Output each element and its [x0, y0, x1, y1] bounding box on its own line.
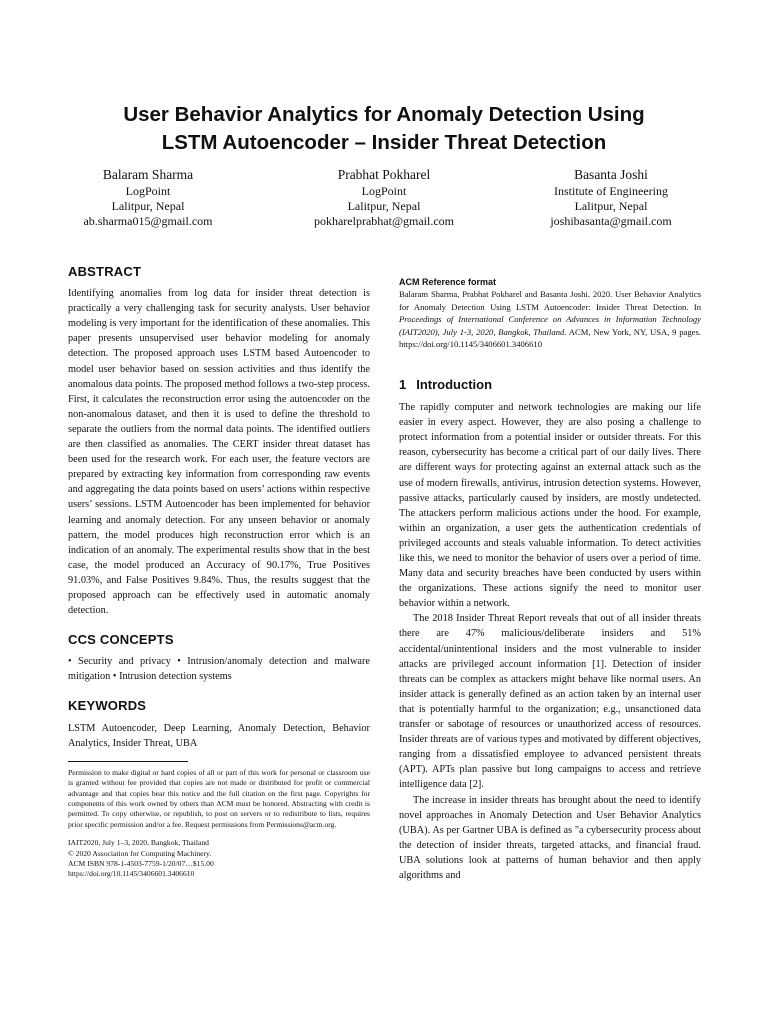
intro-paragraph-3: The increase in insider threats has brought about the need to identify novel approaches in Anomaly Detection and User Behavior Analytics (UBA). As per Gartner UBA is defined as "a cybersecurity process about the detection of insider threats, targeted attacks, and financial fraud. UBA solutions look at patterns of human behavior and then apply algorithms and	[399, 794, 701, 881]
author-email: pokharelprabhat@gmail.com	[313, 214, 454, 228]
author-location: Lalitpur, Nepal	[111, 199, 185, 213]
ccs-heading: CCS CONCEPTS	[68, 632, 174, 648]
author-affiliation: LogPoint	[125, 184, 171, 198]
acm-reference-text	[399, 288, 701, 351]
section-number: 1	[399, 376, 407, 392]
permission-notice: Permission to make digital or hard copies of all or part of this work for personal or classroom use is granted without fee provided that copies are not made or distributed for profit or commercial advantage and that copies bear this notice and the full citation on the first page. Copyrights for components of this work owned by others than ACM must be honored. Abstracting with credit is permitted. To copy otherwise, or republish, to post on servers or to redistribute to lists, requires prior specific permission and/or a fee. Request permissions from Permissions@acm.org.	[68, 767, 370, 829]
conference-line: IAIT2020, July 1–3, 2020, Bangkok, Thailand	[68, 838, 209, 848]
acm-reference-part: ACM, New York, NY, USA, 9 pages.	[566, 326, 701, 337]
intro-paragraph-1: The rapidly computer and network technologies are making our life easier in every aspect. However, they are also posing a challenge to protect information from a potential insider or outsider threats. For this reason, cybersecurity has become a critical part of our daily lives. There are different ways for protecting against an external attack such as the use of modern firewalls, antivirus, intrusion detection systems. However, passive attacks, particularly caused by insiders, are mostly undetected. The attackers perform malicious actions under the hood. For example, within an organization, a user gets the authentication credentials of privileged accounts and steals valuable information. To detect activities like this, we need to monitor the behavior of users over a period of time. Many data and security breaches have been conducted by users within the organizations. These actions signify the need to monitor user behavior within a network.	[399, 402, 701, 610]
right-column	[399, 276, 701, 883]
author-location: Lalitpur, Nepal	[347, 199, 421, 213]
acm-reference-proceedings: Proceedings of International Conference on Advances in Information Technology (IAIT2020), July 1-3, 2020, Bangkok, Thailand.	[399, 314, 701, 337]
keywords-heading: KEYWORDS	[68, 698, 147, 714]
title-line-2: LSTM Autoencoder – Insider Threat Detection	[161, 131, 607, 154]
acm-reference-part: Balaram Sharma, Prabhat Pokharel and Basanta Joshi. 2020. User Behavior Analytics for Anomaly Detection Using LSTM Autoencoder: Insider Threat Detection. In	[399, 289, 701, 312]
acm-reference-doi: https://doi.org/10.1145/3406601.3406610	[399, 339, 542, 350]
abstract-heading: ABSTRACT	[68, 264, 142, 279]
author-affiliation: LogPoint	[361, 184, 407, 198]
author-name: Basanta Joshi	[574, 167, 648, 182]
conference-info	[68, 838, 370, 880]
author-name: Prabhat Pokharel	[337, 167, 431, 182]
author-affiliation: Institute of Engineering	[554, 184, 668, 198]
section-title: Introduction	[416, 376, 493, 392]
footnote-rule	[68, 761, 188, 762]
author-name: Balaram Sharma	[102, 167, 194, 182]
copyright-line: © 2020 Association for Computing Machinery.	[68, 848, 212, 858]
title-line-1: User Behavior Analytics for Anomaly Detection Using	[123, 103, 645, 126]
keywords-text: LSTM Autoencoder, Deep Learning, Anomaly Detection, Behavior Analytics, Insider Threat, UBA	[68, 722, 370, 749]
left-column	[68, 264, 370, 880]
doi-line: https://doi.org/10.1145/3406601.3406610	[68, 869, 195, 879]
acm-reference-heading: ACM Reference format	[399, 277, 497, 287]
author-email: joshibasanta@gmail.com	[550, 214, 672, 228]
author-block-2	[284, 167, 484, 229]
author-block-3	[511, 167, 711, 229]
author-location: Lalitpur, Nepal	[574, 199, 648, 213]
ccs-text: • Security and privacy • Intrusion/anomaly detection and malware mitigation • Intrusion detection systems	[68, 656, 370, 683]
author-email: ab.sharma015@gmail.com	[83, 214, 213, 228]
introduction-heading	[399, 377, 701, 392]
intro-paragraph-2: The 2018 Insider Threat Report reveals that out of all insider threats there are 47% malicious/deliberate insiders and 51% accidental/unintentional insiders and the most vulnerable to insider attacks are privileged account information [1]. Detection of insider threats can be complex as attackers might behave like normal users. An insider attack is generally defined as an action taken by an internal user that is potentially harmful to the organization; e.g., unsanctioned data transfer or sabotage of resources or unauthorized access of resources. Insider threats are of various types and motivated by different objectives, ranging from a dissatisfied employee to advanced persistent threats (APT). APTs plan passive but long campaigns to access and retrieve intelligence data [2].	[399, 613, 701, 791]
paper-title	[60, 101, 708, 157]
isbn-line: ACM ISBN 978-1-4503-7759-1/20/07…$15.00	[68, 858, 214, 868]
author-block-1	[48, 167, 248, 229]
abstract-text: Identifying anomalies from log data for insider threat detection is practically a very challenging task for security analysts. User behavior modeling is very important for the identification of these anomalies. This paper presents unsupervised user behavior modeling for anomaly detection. The proposed approach uses LSTM based Autoencoder to model user behavior based on session activities and thus identify the anomalous data points. The proposed method follows a two-step process. First, it calculates the reconstruction error using the autoencoder on the non-anomalous dataset, and then it is used to define the threshold to separate the outliers from the normal data points. The identified outliers are then classified as anomalies. The CERT insider threat dataset has been used for the research work. For each user, the feature vectors are prepared by extracting key information from corresponding raw events and aggregating the data points based on users’ actions within respective users’ sessions. LSTM Autoencoder has been implemented for behavior learning and anomaly detection. For any unseen behavior or anomaly pattern, the model produces high reconstruction error which is an indication of an anomaly. The experimental results show that in the best case, the model produced an Accuracy of 90.17%, True Positives 91.03%, and False Positives 9.84%. Thus, the results suggest that the proposed approach can be effectively used in automatic anomaly detection.	[68, 288, 370, 617]
